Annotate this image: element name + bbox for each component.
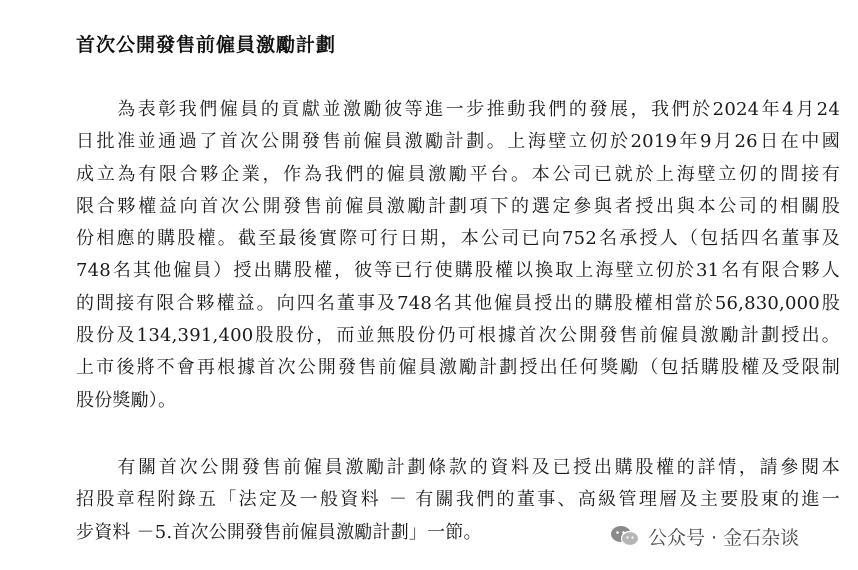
paragraph-line: 招股章程附錄五「法定及一般資料 － 有關我們的董事、高級管理層及主要股東的進一 bbox=[76, 489, 840, 511]
section-heading: 首次公開發售前僱員激勵計劃 bbox=[76, 34, 337, 56]
paragraph-1 bbox=[76, 94, 840, 417]
paragraph-line: 的間接有限合夥權益。向四名董事及748名其他僱員授出的購股權相當於56,830,000股 bbox=[76, 292, 840, 314]
paragraph-line: 為表彰我們僱員的貢獻並激勵彼等進一步推動我們的發展，我們於2024年4月24 bbox=[76, 99, 840, 120]
watermark-text: 公众号 · 金石杂谈 bbox=[648, 526, 800, 549]
paragraph-line: 日批准並通過了首次公開發售前僱員激勵計劃。上海壁立仞於2019年9月26日在中國 bbox=[76, 131, 840, 153]
paragraph-line: 股份及134,391,400股股份，而並無股份仍可根據首次公開發售前僱員激勵計劃授出。 bbox=[76, 325, 840, 347]
paragraph-line: 份相應的購股權。截至最後實際可行日期，本公司已向752名承授人（包括四名董事及 bbox=[76, 228, 840, 250]
paragraph-line: 股份獎勵）。 bbox=[76, 389, 177, 411]
wechat-icon bbox=[610, 524, 640, 548]
paragraph-line: 上市後將不會再根據首次公開發售前僱員激勵計劃授出任何獎勵（包括購股權及受限制 bbox=[76, 357, 840, 379]
paragraph-line: 有關首次公開發售前僱員激勵計劃條款的資料及已授出購股權的詳情，請參閱本 bbox=[76, 457, 840, 478]
paragraph-line: 成立為有限合夥企業，作為我們的僱員激勵平台。本公司已就於上海壁立仞的間接有 bbox=[76, 163, 840, 185]
wechat-watermark bbox=[610, 520, 799, 552]
paragraph-line: 步資料 －5.首次公開發售前僱員激勵計劃」一節。 bbox=[76, 521, 482, 543]
paragraph-line: 748名其他僱員）授出購股權，彼等已行使購股權以換取上海壁立仞於31名有限合夥人 bbox=[76, 260, 840, 282]
paragraph-line: 限合夥權益向首次公開發售前僱員激勵計劃項下的選定參與者授出與本公司的相關股 bbox=[76, 195, 840, 217]
